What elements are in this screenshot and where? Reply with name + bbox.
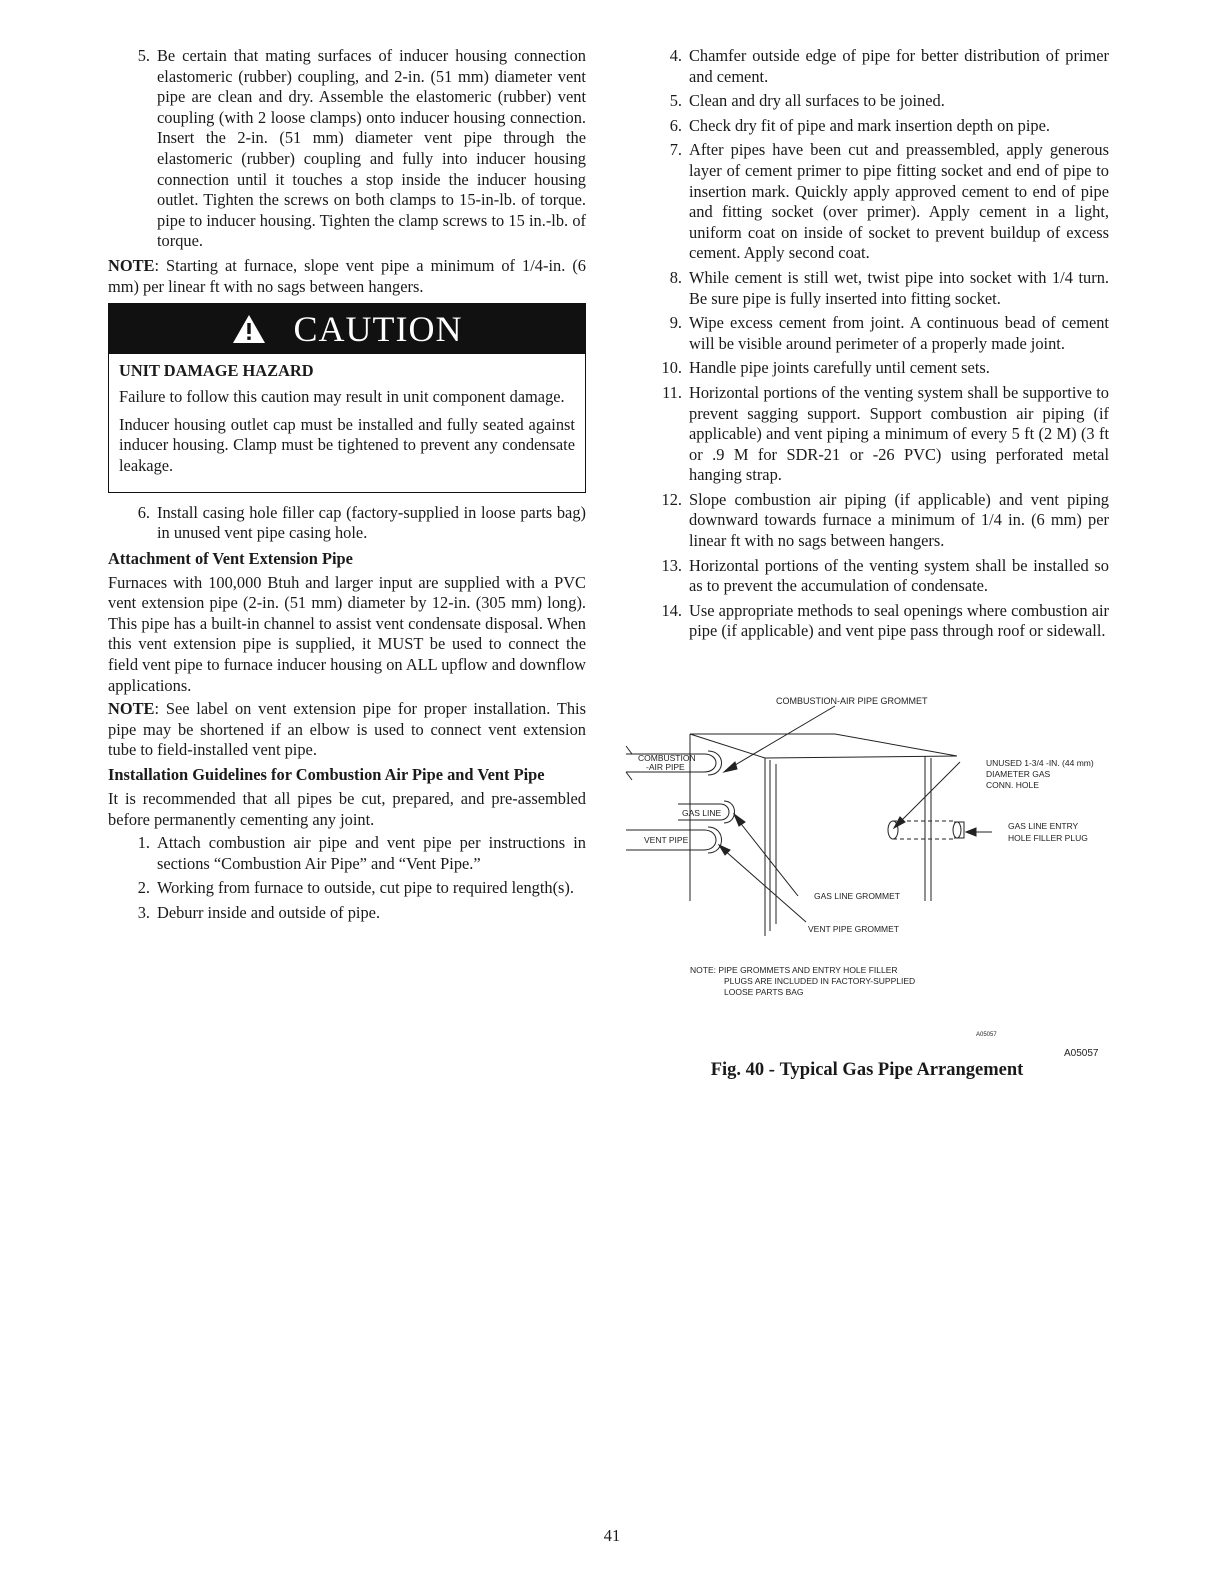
list-number: 9. [669,313,682,333]
list-item [657,556,1109,597]
note-text: : See label on vent extension pipe for proper installation. This pipe may be shortened if an elbow is used to connect vent extension tube to field-installed vent pipe. [108,699,586,760]
list-text: Be certain that mating surfaces of inducer housing connection elastomeric (rubber) coupling, and 2-in. (51 mm) diameter vent pipe are clean and dry. Assemble the elastomeric (rubber) vent coupling (with 2 loose clamps) onto inducer housing connection. Insert the 2-in. (51 mm) diameter vent pipe through the elastomeric (rubber) coupling and fully into inducer housing connection until it touches a stop inside the inducer housing outlet. Tighten the screws on both clamps to 15-in-lb. of torque. pipe to inducer housing. Tighten the clamp screws to 15 in.-lb. of torque. [157,46,586,251]
list-number: 3. [137,903,150,922]
figure-label-entry-plug: GAS LINE ENTRY [1008,821,1079,831]
list-text: Clean and dry all surfaces to be joined. [689,91,945,111]
caution-box [108,303,586,492]
list-text: Wipe excess cement from joint. A continuous bead of cement will be visible around perimeter of a properly made joint. [689,313,1109,353]
section-heading: Installation Guidelines for Combustion Air Pipe and Vent Pipe [108,765,545,785]
list-text: Slope combustion air piping (if applicable) and vent piping downward towards furnace a minimum of 1/4 in. (6 mm) per linear ft with no sags between hangers. [689,489,1109,551]
figure-code: A05057 [1064,1048,1099,1059]
figure-code-small: A05057 [976,1032,997,1038]
list-text: While cement is still wet, twist pipe into socket with 1/4 turn. Be sure pipe is fully inserted into fitting socket. [689,267,1109,308]
list-text: Handle pipe joints carefully until cement sets. [689,358,990,378]
list-item [657,490,1109,552]
figure-note: NOTE: PIPE GROMMETS AND ENTRY HOLE FILLER [690,965,898,975]
figure-label-unused-hole: CONN. HOLE [986,780,1039,790]
figure-label-grommet: COMBUSTION-AIR PIPE GROMMET [776,696,928,706]
list-text: Working from furnace to outside, cut pipe to required length(s). [157,878,574,898]
figure-label-gas-line: GAS LINE [682,808,722,818]
gas-pipe-arrangement-figure [620,696,1120,1062]
list-number: 4. [669,46,682,65]
list-item [657,601,1109,642]
list-text: Chamfer outside edge of pipe for better distribution of primer and cement. [689,46,1109,86]
figure-label-unused-hole: UNUSED 1-3/4 -IN. (44 mm) [986,758,1094,768]
list-number: 6. [137,502,150,522]
figure-note: LOOSE PARTS BAG [724,987,804,997]
list-item [108,503,586,544]
list-item [657,358,1109,379]
list-number: 10. [661,358,682,378]
list-item [108,878,586,899]
list-item [657,91,1109,112]
caution-paragraph: Inducer housing outlet cap must be installed and fully seated against inducer housing. Clamp must be tightened to prevent any condensate leakage. [119,414,575,475]
warning-triangle-icon [232,314,266,344]
list-number: 13. [661,555,682,575]
list-text: Install casing hole filler cap (factory-supplied in loose parts bag) in unused vent pipe casing hole. [157,502,586,543]
list-item [657,383,1109,486]
caution-paragraph: Failure to follow this caution may result in unit component damage. [119,387,565,407]
list-text: Attach combustion air pipe and vent pipe per instructions in sections “Combustion Air Pipe” and “Vent Pipe.” [157,833,586,873]
figure-label-entry-plug: HOLE FILLER PLUG [1008,833,1088,843]
figure-label-vent-grommet: VENT PIPE GROMMET [808,924,899,934]
list-text: Deburr inside and outside of pipe. [157,903,381,922]
list-item [108,833,586,874]
note [108,699,586,761]
paragraph: It is recommended that all pipes be cut, prepared, and pre-assembled before permanently cementing any joint. [108,789,586,829]
figure-caption [657,1060,1077,1081]
list-number: 5. [137,46,150,65]
note [108,256,586,297]
right-column [657,46,1109,646]
figure-label-gas-grommet: GAS LINE GROMMET [814,891,900,901]
list-number: 6. [669,115,682,135]
list-item [657,268,1109,309]
note-text: : Starting at furnace, slope vent pipe a minimum of 1/4-in. (6 mm) per linear ft with no sags between hangers. [108,255,586,296]
list-text: Horizontal portions of the venting system shall be installed so as to prevent the accumulation of condensate. [689,555,1109,596]
figure-label-unused-hole: DIAMETER GAS [986,769,1051,779]
note-label: NOTE [108,255,155,275]
figure-number: Fig. 40 - [710,1060,780,1080]
list-item [657,46,1109,87]
list-text: Horizontal portions of the venting system shall be supportive to prevent sagging support. Support combustion air piping (if applicable) and vent piping a minimum of every 5 ft (2 M) (3 ft or .9 M for SDR-21 or -26 PVC) using perforated metal hanging strap. [689,382,1109,485]
note-label: NOTE [108,699,155,719]
list-number: 2. [137,878,150,898]
caution-subtitle: UNIT DAMAGE HAZARD [119,361,314,381]
list-number: 1. [137,833,150,853]
figure-note: PLUGS ARE INCLUDED IN FACTORY-SUPPLIED [724,976,916,986]
section-heading: Attachment of Vent Extension Pipe [108,548,353,568]
list-text: After pipes have been cut and preassembled, apply generous layer of cement primer to pipe fitting socket and end of pipe to insertion mark. Quickly apply approved cement to end of pipe and fitting socket (over primer). Apply cement in a light, uniform coat on inside of socket to prevent buildup of excess cement. Apply second coat. [689,140,1109,263]
list-number: 5. [669,91,682,111]
left-column [108,46,586,928]
paragraph: Furnaces with 100,000 Btuh and larger input are supplied with a PVC vent extension pipe (2-in. (51 mm) diameter by 12-in. (305 mm) long). This pipe has a built-in channel to assist vent condensate disposal. When this vent extension pipe is supplied, it MUST be used to connect the field vent pipe to furnace inducer housing on ALL upflow and downflow applications. [108,572,586,695]
list-item [657,313,1109,354]
list-item [108,903,586,924]
list-number: 8. [669,267,682,287]
list-number: 14. [661,600,682,620]
list-item [657,140,1109,264]
list-item [108,46,586,252]
figure-label-combustion: -AIR PIPE [646,762,685,772]
list-number: 7. [669,140,682,160]
figure-title: Typical Gas Pipe Arrangement [779,1060,1024,1080]
figure-label-combustion: COMBUSTION [638,753,696,763]
page-number: 41 [603,1526,621,1545]
figure-label-vent-pipe: VENT PIPE [644,835,689,845]
list-text: Check dry fit of pipe and mark insertion depth on pipe. [689,115,1050,135]
list-item [657,116,1109,137]
caution-title: CAUTION [293,309,463,350]
list-text: Use appropriate methods to seal openings where combustion air pipe (if applicable) and vent pipe pass through roof or sidewall. [689,600,1109,641]
caution-header [109,304,585,354]
list-number: 11. [662,382,682,402]
caution-body [109,354,585,491]
list-number: 12. [661,489,682,509]
